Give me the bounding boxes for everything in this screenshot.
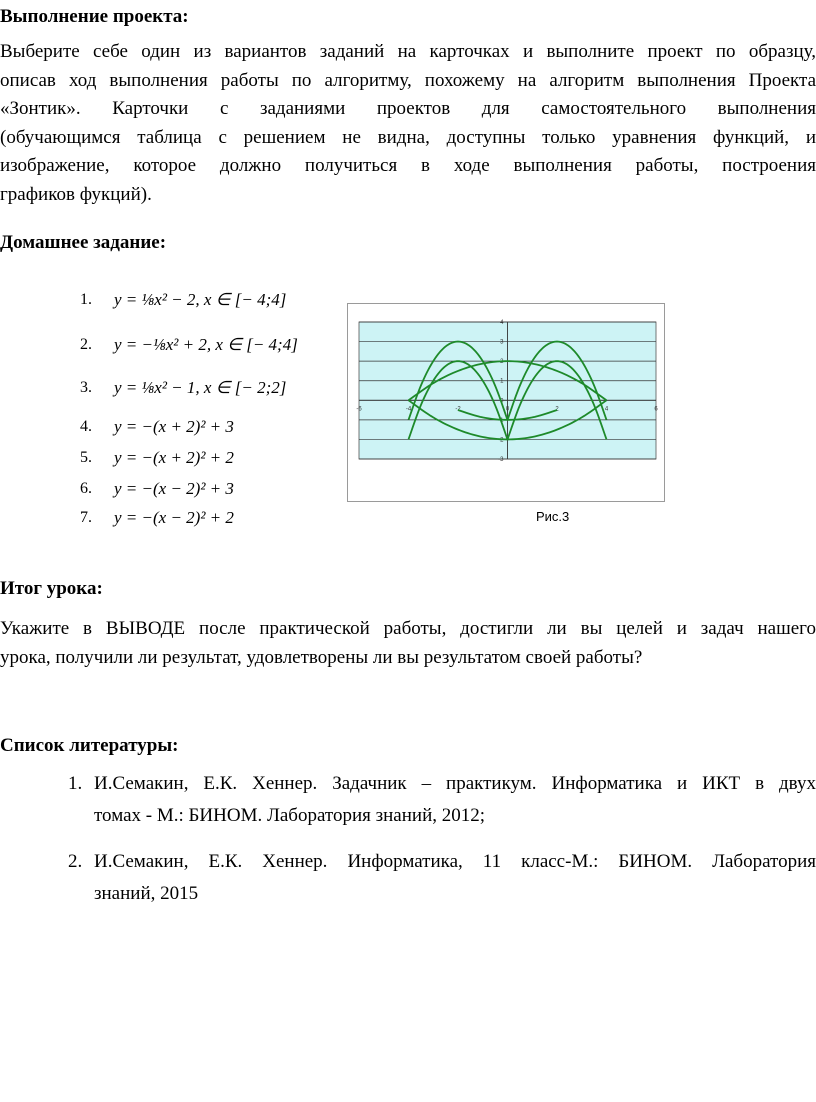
formula-expression: y = −(x + 2)² + 3 — [114, 417, 234, 436]
formula-expression: y = −⅛x² + 2, x ∈ [− 4;4] — [114, 335, 298, 354]
umbrella-chart — [348, 304, 664, 501]
paragraph-line: Выберите себе один из вариантов заданий на карточках и выполните проект по образцу, — [0, 41, 816, 62]
x-tick-label: -4 — [405, 406, 412, 413]
formula-number: 7. — [80, 509, 92, 526]
formula-number: 6. — [80, 480, 92, 497]
paragraph-line: урока, получили ли результат, удовлетворены ли вы результатом своей работы? — [0, 646, 643, 668]
formula-item — [80, 446, 234, 470]
x-tick-label: -6 — [356, 406, 362, 413]
formula-item — [80, 506, 234, 530]
formula-expression: y = −(x + 2)² + 2 — [114, 448, 234, 467]
formula-item — [80, 288, 286, 312]
y-tick-label: 3 — [500, 339, 504, 346]
y-tick-label: 1 — [500, 378, 504, 385]
paragraph-line: описав ход выполнения работы по алгоритму, похожему на алгоритм выполнения Проекта — [0, 69, 816, 91]
formula-expression: y = −(x − 2)² + 3 — [114, 479, 234, 498]
formula-expression: y = ⅛x² − 2, x ∈ [− 4;4] — [114, 290, 287, 309]
y-tick-label: -1 — [498, 417, 504, 424]
literature-heading: Список литературы: — [0, 735, 179, 756]
literature-number: 1. — [68, 773, 83, 794]
formula-item — [80, 415, 234, 439]
formula-number: 4. — [80, 418, 92, 435]
literature-line: И.Семакин, Е.К. Хеннер. Информатика, 11 класс-М.: БИНОМ. Лаборатория — [94, 851, 816, 872]
formula-expression: y = −(x − 2)² + 2 — [114, 508, 234, 527]
literature-number: 2. — [68, 851, 83, 872]
formula-number: 3. — [80, 379, 92, 396]
y-tick-label: 2 — [500, 359, 504, 366]
literature-line: И.Семакин, Е.К. Хеннер. Задачник – практикум. Информатика и ИКТ в двух — [94, 773, 816, 794]
x-tick-label: 4 — [604, 406, 609, 413]
formula-list — [80, 286, 320, 531]
project-paragraph — [0, 38, 816, 209]
formula-number: 5. — [80, 449, 92, 466]
homework-heading: Домашнее задание: — [0, 232, 167, 253]
paragraph-line: «Зонтик». Карточки с заданиями проектов для самостоятельного выполнения — [0, 98, 816, 119]
figure-caption: Рис.3 — [536, 509, 570, 524]
paragraph-line: графиков фукций). — [0, 183, 152, 205]
summary-heading: Итог урока: — [0, 578, 103, 599]
x-tick-label: 6 — [654, 406, 658, 413]
x-tick-label: 0 — [505, 406, 510, 413]
y-tick-label: 0 — [500, 398, 504, 405]
x-tick-label: -2 — [455, 406, 461, 413]
formula-item — [80, 477, 234, 501]
summary-paragraph — [0, 615, 816, 672]
paragraph-line: изображение, которое должно получиться в ходе выполнения работы, построения — [0, 155, 816, 176]
literature-line: знаний, 2015 — [94, 883, 199, 904]
paragraph-line: Укажите в ВЫВОДЕ после практической работы, достигли ли вы целей и задач нашего — [0, 618, 816, 639]
y-tick-label: 4 — [500, 320, 504, 326]
x-tick-label: 2 — [555, 406, 559, 413]
literature-line: томах - М.: БИНОМ. Лаборатория знаний, 2012; — [94, 805, 486, 826]
formula-number: 2. — [80, 336, 92, 353]
chart-frame — [347, 303, 665, 502]
formula-number: 1. — [80, 291, 92, 308]
paragraph-line: (обучающимся таблица с решением не видна, доступны только уравнения функций, и — [0, 126, 816, 148]
formula-item — [80, 376, 286, 400]
project-heading: Выполнение проекта: — [0, 6, 189, 27]
y-tick-label: -2 — [498, 437, 504, 444]
formula-item — [80, 333, 298, 357]
literature-item — [68, 768, 816, 832]
formula-expression: y = ⅛x² − 1, x ∈ [− 2;2] — [114, 378, 287, 397]
y-tick-label: -3 — [498, 457, 504, 463]
literature-item — [68, 846, 816, 910]
